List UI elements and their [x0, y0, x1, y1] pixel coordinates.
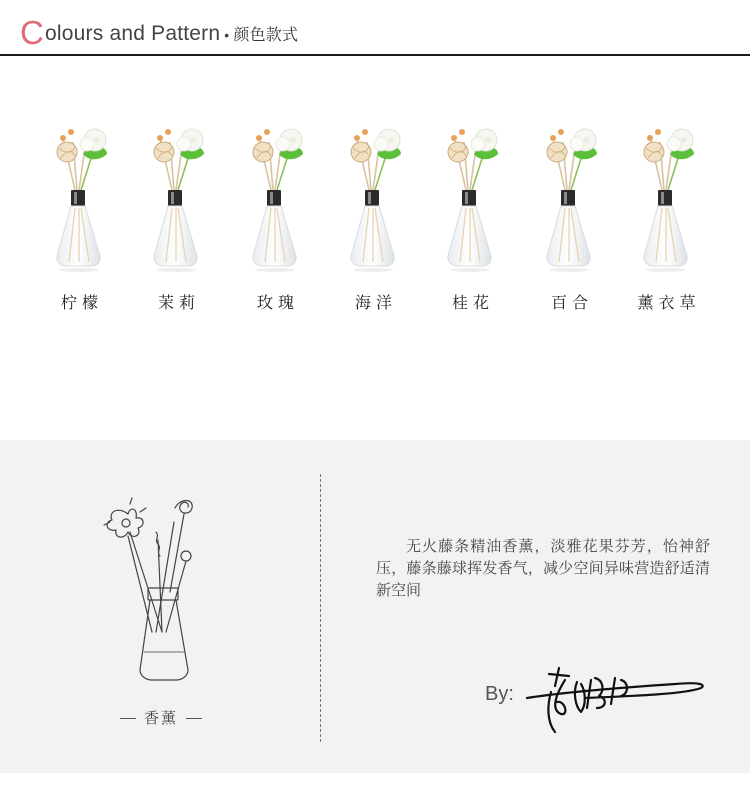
diffuser-bottle-icon — [533, 124, 611, 274]
product-name: 茉莉 — [157, 293, 200, 312]
info-panel — [0, 440, 750, 773]
diffuser-bottle-icon — [140, 124, 218, 274]
label-dash-right — [186, 718, 202, 719]
diffuser-bottle-icon — [239, 124, 317, 274]
product-description: 无火藤条精油香薰，淡雅花果芬芳，怡神舒压，藤条藤球挥发香气，减少空间异味营造舒适清新空间 — [376, 537, 710, 599]
diffuser-bottle-icon — [43, 124, 121, 274]
diffuser-bottle-icon — [630, 124, 708, 274]
title-separator: • — [224, 27, 230, 43]
sketch-label-text: 香薰 — [144, 709, 179, 727]
page-title — [20, 14, 298, 52]
title-initial: C — [20, 14, 45, 51]
label-dash-left — [120, 718, 136, 719]
product-name: 玫瑰 — [256, 293, 299, 312]
product-card — [134, 118, 224, 318]
title-chinese: 颜色款式 — [233, 27, 299, 44]
product-row — [0, 118, 750, 328]
diffuser-sketch-icon — [100, 492, 230, 697]
product-name: 柠檬 — [60, 293, 103, 312]
vertical-divider — [320, 474, 321, 742]
product-card — [331, 118, 421, 318]
product-name: 百合 — [550, 293, 593, 312]
diffuser-bottle-icon — [337, 124, 415, 274]
product-name: 桂花 — [451, 293, 494, 312]
header-rule — [0, 54, 750, 56]
bottom-strip — [0, 773, 750, 788]
title-text: olours and Pattern — [45, 22, 221, 45]
product-name: 海洋 — [354, 293, 397, 312]
signature-icon — [525, 662, 710, 742]
product-name: 薰衣草 — [637, 293, 701, 312]
product-card — [428, 118, 518, 318]
diffuser-bottle-icon — [434, 124, 512, 274]
header — [0, 0, 750, 56]
sketch-label — [112, 707, 210, 728]
product-card — [37, 118, 127, 318]
product-card — [527, 118, 617, 318]
by-label: By: — [485, 683, 514, 705]
product-card — [233, 118, 323, 318]
product-card — [624, 118, 714, 318]
